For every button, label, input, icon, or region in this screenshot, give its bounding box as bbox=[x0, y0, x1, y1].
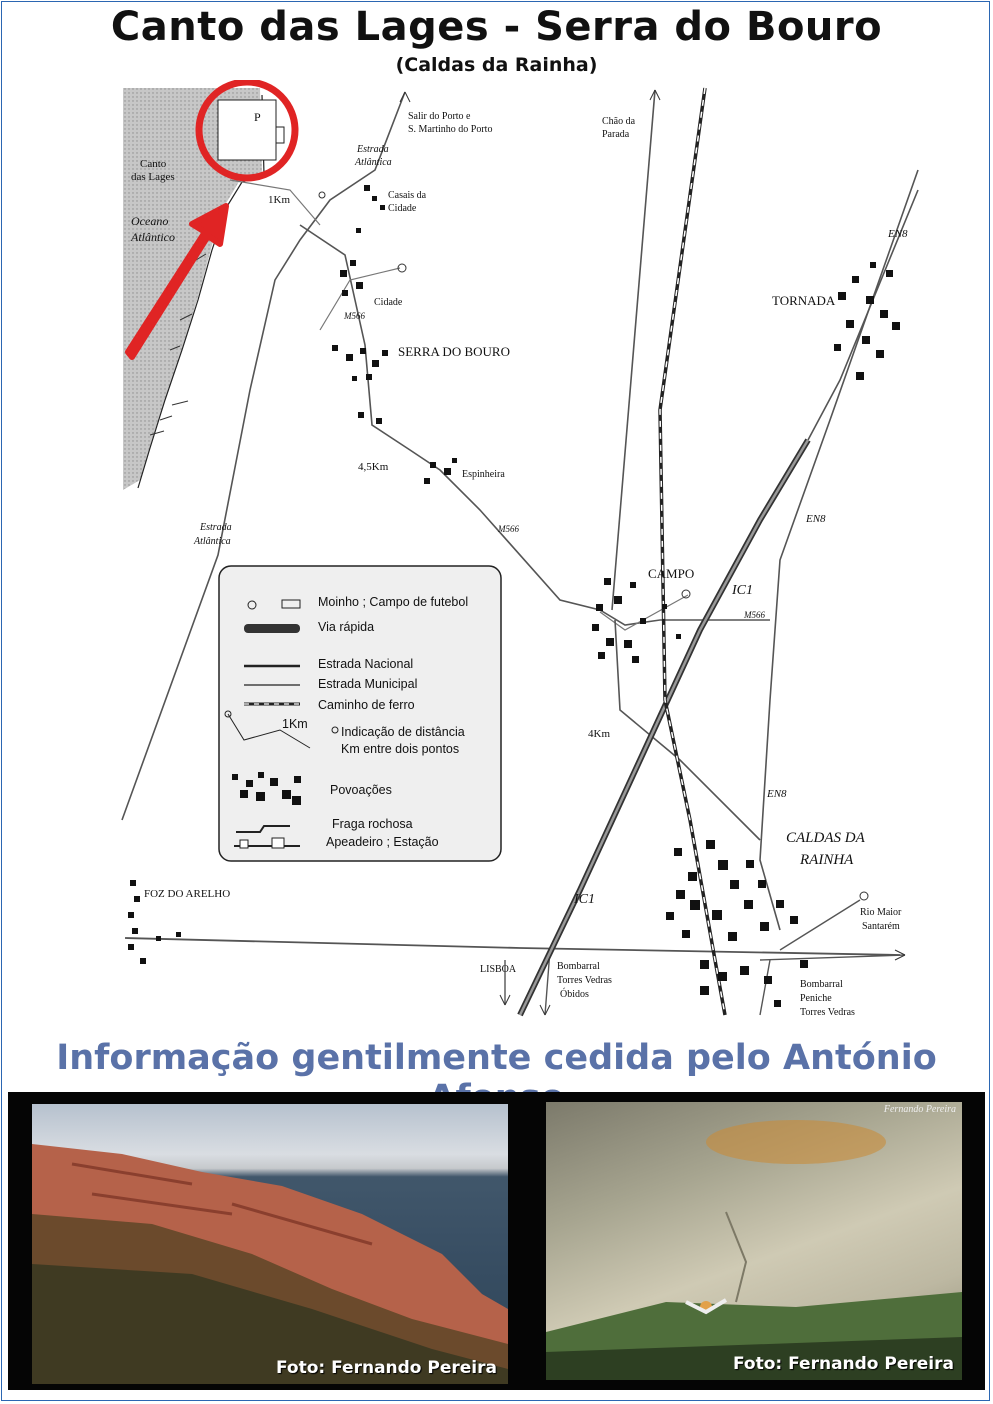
climber-photo bbox=[546, 1102, 962, 1380]
bombarral-label: Torres Vedras bbox=[800, 1007, 855, 1018]
cliff-photo bbox=[32, 1104, 508, 1384]
bombarral-label: Peniche bbox=[800, 993, 832, 1004]
rio-maior-label: Santarém bbox=[862, 921, 900, 932]
distance-label: 4Km bbox=[588, 728, 610, 740]
bombarral-label: Torres Vedras bbox=[557, 975, 612, 986]
legend-apeadeiro: Apeadeiro ; Estação bbox=[326, 835, 439, 849]
canto-label: Canto bbox=[140, 158, 167, 170]
casais-label: Cidade bbox=[388, 203, 417, 214]
photo-caption: Foto: Fernando Pereira bbox=[276, 1358, 497, 1378]
page-title: Canto das Lages - Serra do Bouro bbox=[110, 4, 883, 50]
football-field-icon bbox=[276, 127, 284, 143]
legend-nacional: Estrada Nacional bbox=[318, 657, 414, 671]
road-label: M566 bbox=[498, 524, 519, 534]
salir-label: S. Martinho do Porto bbox=[408, 124, 493, 135]
caldas-label: CALDAS DA bbox=[786, 830, 865, 846]
chao-label: Chão da bbox=[602, 116, 636, 127]
canto-label: das Lages bbox=[131, 171, 175, 183]
parking-label: P bbox=[254, 110, 261, 124]
road-foz-arelho bbox=[125, 938, 900, 955]
road-label: EN8 bbox=[888, 228, 908, 240]
map-legend bbox=[219, 566, 501, 861]
estrada-label: Atlântica bbox=[194, 536, 231, 547]
road-m566 bbox=[300, 225, 770, 625]
road-label: IC1 bbox=[732, 583, 753, 598]
ocean-label: Atlântico bbox=[131, 230, 175, 244]
route-map bbox=[110, 80, 930, 1040]
legend-povoacoes: Povoações bbox=[330, 783, 392, 797]
legend-via: Via rápida bbox=[318, 620, 375, 634]
bombarral-label: Óbidos bbox=[560, 989, 589, 1000]
expressway-symbol bbox=[244, 624, 300, 633]
parking-area bbox=[218, 100, 276, 160]
photo-caption: Foto: Fernando Pereira bbox=[733, 1354, 954, 1374]
foz-label: FOZ DO ARELHO bbox=[144, 888, 231, 900]
bombarral-label: Bombarral bbox=[800, 979, 843, 990]
estrada-label: Estrada bbox=[200, 522, 232, 533]
distance-label: 1Km bbox=[268, 194, 290, 206]
photo-watermark: Fernando Pereira bbox=[883, 1104, 956, 1115]
road-en8 bbox=[760, 170, 918, 930]
road-label: M566 bbox=[344, 311, 365, 321]
estrada-label: Atlântica bbox=[355, 157, 392, 168]
climber-scene bbox=[546, 1102, 962, 1380]
legend-moinho: Moinho ; Campo de futebol bbox=[318, 595, 469, 609]
road-label: EN8 bbox=[806, 513, 826, 525]
road-label: IC1 bbox=[574, 892, 595, 907]
campo-label: CAMPO bbox=[648, 566, 695, 581]
photo-strip bbox=[8, 1092, 985, 1390]
legend-distancia: Km entre dois pontos bbox=[341, 742, 460, 756]
casais-label: Casais da bbox=[388, 190, 427, 201]
lisboa-label: LISBOA bbox=[480, 964, 517, 975]
caldas-label: RAINHA bbox=[800, 852, 854, 868]
legend-distancia: Indicação de distância bbox=[341, 725, 465, 739]
rio-maior-label: Rio Maior bbox=[860, 907, 902, 918]
road-local bbox=[230, 180, 688, 630]
cidade-label: Cidade bbox=[374, 297, 403, 308]
legend-fraga: Fraga rochosa bbox=[332, 817, 413, 831]
legend-ferro: Caminho de ferro bbox=[318, 698, 415, 712]
bombarral-label: Bombarral bbox=[557, 961, 600, 972]
credit-line: Informação gentilmente cedida pelo António bbox=[56, 1038, 937, 1078]
salir-label: Salir do Porto e bbox=[408, 111, 471, 122]
estrada-label: Estrada bbox=[357, 144, 389, 155]
direction-arrows bbox=[400, 90, 905, 1015]
road-chao-parada bbox=[612, 90, 655, 610]
page-subtitle: (Caldas da Rainha) bbox=[395, 54, 598, 76]
chao-label: Parada bbox=[602, 129, 630, 140]
serra-label: SERRA DO BOURO bbox=[398, 344, 510, 359]
ocean-label: Oceano bbox=[131, 214, 169, 228]
legend-municipal: Estrada Municipal bbox=[318, 677, 418, 691]
espinheira-label: Espinheira bbox=[462, 469, 505, 480]
tornada-label: TORNADA bbox=[772, 293, 836, 308]
legend-distance-sample: 1Km bbox=[282, 717, 308, 731]
cliff-scene bbox=[32, 1104, 508, 1384]
distance-label: 4,5Km bbox=[358, 461, 389, 473]
road-label: EN8 bbox=[767, 788, 787, 800]
road-label: M566 bbox=[744, 610, 765, 620]
